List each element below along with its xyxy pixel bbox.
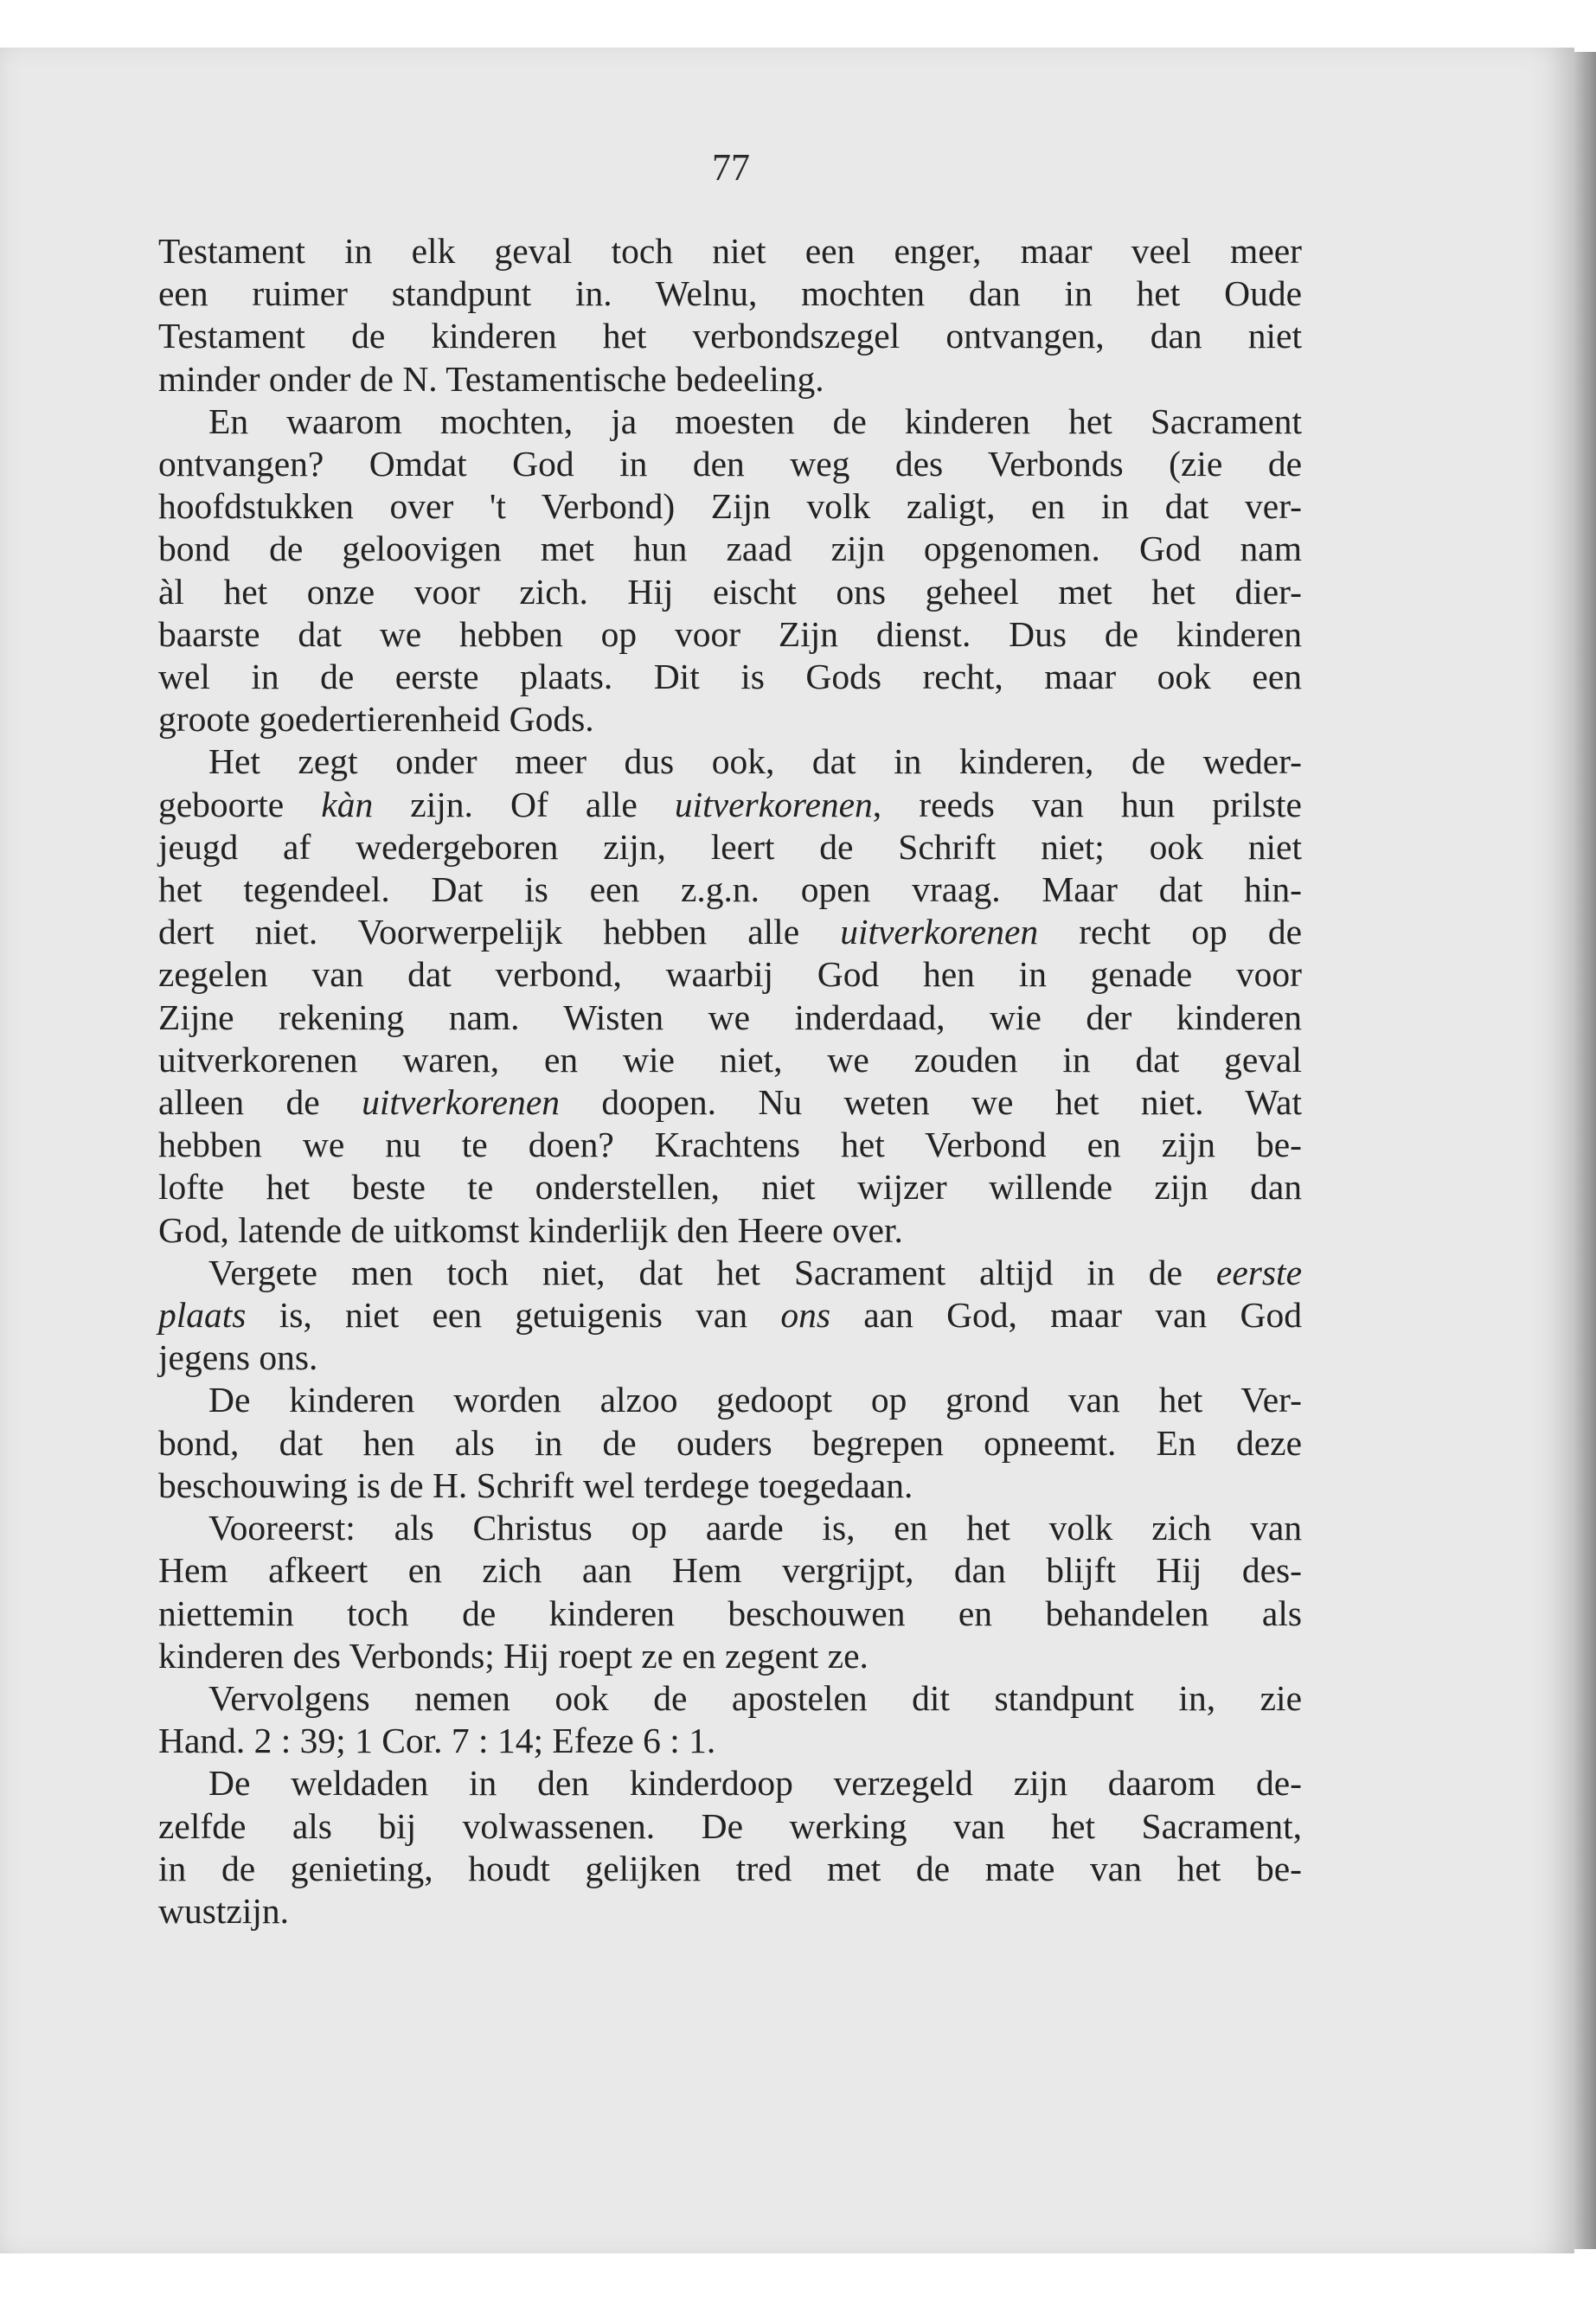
text-run: ontvangen? Omdat God in den weg des Verbonds (zie de xyxy=(158,444,1302,484)
text-line xyxy=(158,740,1302,783)
text-line xyxy=(158,315,1302,357)
text-line xyxy=(158,953,1302,996)
text-line xyxy=(158,1252,1302,1294)
text-run: niettemin toch de kinderen beschouwen en behandelen als xyxy=(158,1593,1302,1633)
text-line xyxy=(158,1677,1302,1720)
text-run: bond de geloovigen met hun zaad zijn opgenomen. God nam xyxy=(158,529,1302,569)
text-run: dert niet. Voorwerpelijk hebben alle xyxy=(158,912,841,952)
text-run: Vooreerst: als Christus op aarde is, en het volk zich van xyxy=(208,1508,1302,1548)
text-run: uitverkorenen waren, en wie niet, we zouden in dat geval xyxy=(158,1039,1302,1080)
text-line xyxy=(158,911,1302,953)
text-line xyxy=(158,1635,1302,1677)
text-line xyxy=(158,1081,1302,1124)
text-run: God, latende de uitkomst kinderlijk den Heere over. xyxy=(158,1209,903,1250)
text-run: is, niet een getuigenis van xyxy=(246,1295,781,1336)
italic-text: eerste xyxy=(1215,1252,1302,1292)
text-line xyxy=(158,1720,1302,1762)
text-run: , reeds van hun prilste xyxy=(872,784,1302,824)
text-run: wustzijn. xyxy=(158,1890,290,1931)
text-line xyxy=(158,1294,1302,1336)
text-run: groote goedertierenheid Gods. xyxy=(158,699,594,740)
text-line xyxy=(158,358,1302,401)
text-line xyxy=(158,1039,1302,1081)
text-run: En waarom mochten, ja moesten de kinderen het Sacrament xyxy=(208,401,1302,441)
text-run: jeugd af wedergeboren zijn, leert de Schrift niet; ook niet xyxy=(158,826,1302,867)
italic-text: uitverkorenen xyxy=(362,1082,560,1123)
text-line xyxy=(158,784,1302,826)
text-line xyxy=(158,1549,1302,1592)
text-line xyxy=(158,656,1302,698)
text-run: Testament de kinderen het verbondszegel ontvangen, dan niet xyxy=(158,316,1302,356)
text-run: Testament in elk geval toch niet een enger, maar veel meer xyxy=(158,231,1302,271)
text-line xyxy=(158,1336,1302,1379)
text-run: zegelen van dat verbond, waarbij God hen in genade voor xyxy=(158,954,1302,995)
text-run: zelfde als bij volwassenen. De werking van het Sacrament, xyxy=(158,1805,1302,1846)
book-page-edge xyxy=(1572,52,1596,2249)
italic-text: ons xyxy=(780,1295,830,1336)
text-line xyxy=(158,485,1302,528)
text-line xyxy=(158,1124,1302,1166)
text-run: Hem afkeert en zich aan Hem vergrijpt, dan blijft Hij des- xyxy=(158,1550,1302,1591)
text-line xyxy=(158,528,1302,570)
text-line xyxy=(158,401,1302,443)
text-run: Vervolgens nemen ook de apostelen dit standpunt in, zie xyxy=(208,1677,1302,1718)
text-run: wel in de eerste plaats. Dit is Gods recht, maar ook een xyxy=(158,657,1302,697)
text-run: hebben we nu te doen? Krachtens het Verbond en zijn be- xyxy=(158,1125,1302,1165)
text-line xyxy=(158,230,1302,272)
text-line xyxy=(158,571,1302,613)
text-run: De weldaden in den kinderdoop verzegeld zijn daarom de- xyxy=(208,1763,1302,1804)
text-run: een ruimer standpunt in. Welnu, mochten dan in het Oude xyxy=(158,273,1302,314)
text-line xyxy=(158,1209,1302,1252)
text-line xyxy=(158,1762,1302,1804)
text-line xyxy=(158,1507,1302,1549)
text-run: bond, dat hen als in de ouders begrepen opneemt. En deze xyxy=(158,1422,1302,1463)
text-line xyxy=(158,826,1302,868)
text-line xyxy=(158,1379,1302,1421)
text-run: baarste dat we hebben op voor Zijn dienst. Dus de kinderen xyxy=(158,613,1302,654)
italic-text: uitverkorenen xyxy=(674,784,873,824)
text-run: jegens ons. xyxy=(158,1337,318,1378)
text-run: beschouwing is de H. Schrift wel terdege toegedaan. xyxy=(158,1465,913,1505)
text-run: Hand. 2 : 39; 1 Cor. 7 : 14; Efeze 6 : 1. xyxy=(158,1721,716,1761)
text-run: geboorte xyxy=(158,784,322,824)
text-run: Zijne rekening nam. Wisten we inderdaad, wie der kinderen xyxy=(158,997,1302,1037)
text-run: minder onder de N. Testamentische bedeeling. xyxy=(158,358,824,399)
text-line xyxy=(158,1166,1302,1208)
text-line xyxy=(158,698,1302,740)
text-run: Vergete men toch niet, dat het Sacrament altijd in de xyxy=(208,1252,1216,1292)
text-line xyxy=(158,443,1302,485)
text-line xyxy=(158,868,1302,911)
text-run: doopen. Nu weten we het niet. Wat xyxy=(560,1082,1302,1123)
text-run: kinderen des Verbonds; Hij roept ze en zegent ze. xyxy=(158,1635,869,1676)
italic-text: uitverkorenen xyxy=(840,912,1039,952)
text-run: het tegendeel. Dat is een z.g.n. open vraag. Maar dat hin- xyxy=(158,869,1302,910)
text-run: De kinderen worden alzoo gedoopt op grond van het Ver- xyxy=(208,1380,1302,1420)
text-line xyxy=(158,997,1302,1039)
text-run: zijn. Of alle xyxy=(373,784,675,824)
italic-text: plaats xyxy=(158,1295,247,1336)
text-run: Het zegt onder meer dus ook, dat in kinderen, de weder- xyxy=(208,741,1302,782)
text-run: hoofdstukken over 't Verbond) Zijn volk zaligt, en in dat ver- xyxy=(158,486,1302,527)
text-run: recht op de xyxy=(1038,912,1302,952)
text-line xyxy=(158,1848,1302,1890)
text-run: aan God, maar van God xyxy=(830,1295,1303,1336)
text-line xyxy=(158,613,1302,656)
text-line xyxy=(158,1465,1302,1507)
text-run: àl het onze voor zich. Hij eischt ons geheel met het dier- xyxy=(158,571,1302,612)
text-line xyxy=(158,1593,1302,1635)
text-line xyxy=(158,1422,1302,1465)
body-text xyxy=(158,230,1302,1932)
text-line xyxy=(158,1890,1302,1932)
italic-text: kàn xyxy=(321,784,374,824)
page-number: 77 xyxy=(712,146,750,189)
text-run: alleen de xyxy=(158,1082,362,1123)
text-run: lofte het beste te onderstellen, niet wijzer willende zijn dan xyxy=(158,1167,1302,1208)
text-line xyxy=(158,272,1302,315)
text-run: in de genieting, houdt gelijken tred met de mate van het be- xyxy=(158,1848,1302,1888)
text-line xyxy=(158,1805,1302,1848)
